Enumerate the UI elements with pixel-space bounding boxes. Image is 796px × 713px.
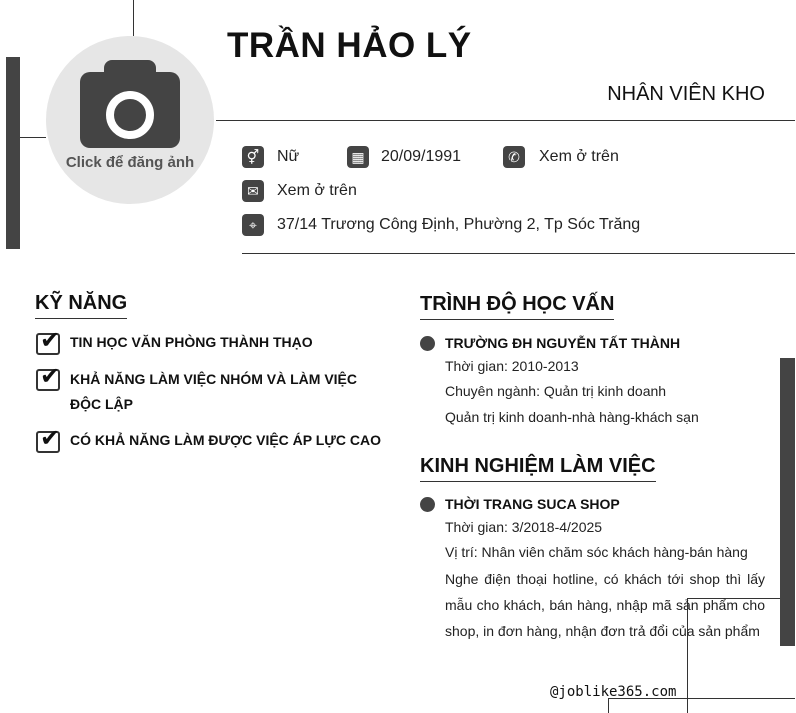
- skill-item: KHẢ NĂNG LÀM VIỆC NHÓM VÀ LÀM VIỆC ĐỘC LẬP: [70, 371, 357, 412]
- avatar-left-line: [20, 137, 46, 138]
- birthdate-value: 20/09/1991: [381, 148, 462, 165]
- job-title: NHÂN VIÊN KHO: [607, 83, 765, 105]
- location-icon: ⌖: [242, 214, 264, 236]
- gender-value: Nữ: [277, 148, 300, 165]
- education-major: Chuyên ngành: Quản trị kinh doanh: [445, 383, 667, 399]
- education-detail: Quản trị kinh doanh-nhà hàng-khách sạn: [445, 409, 699, 425]
- mail-icon: ✉: [242, 180, 264, 202]
- left-accent-bar: [6, 57, 20, 249]
- camera-lens-icon: [106, 91, 154, 139]
- check-icon: ✔: [36, 369, 60, 391]
- check-icon: ✔: [36, 333, 60, 355]
- skills-title: KỸ NĂNG: [35, 292, 127, 319]
- header-rule: [216, 120, 795, 121]
- experience-time: Thời gian: 3/2018-4/2025: [445, 519, 603, 535]
- skill-item: TIN HỌC VĂN PHÒNG THÀNH THẠO: [70, 334, 313, 350]
- check-icon: ✔: [36, 431, 60, 453]
- bullet-icon: [420, 336, 435, 351]
- phone-icon: ✆: [503, 146, 525, 168]
- experience-title: KINH NGHIỆM LÀM VIỆC: [420, 455, 656, 482]
- gender-icon: ⚥: [242, 146, 264, 168]
- education-time: Thời gian: 2010-2013: [445, 358, 579, 374]
- avatar-upload-label: Click để đăng ảnh: [65, 154, 195, 171]
- top-vertical-line: [133, 0, 134, 36]
- right-accent-bar: [780, 358, 795, 646]
- calendar-icon: ▦: [347, 146, 369, 168]
- phone-value: Xem ở trên: [539, 148, 619, 165]
- address-value: 37/14 Trương Công Định, Phường 2, Tp Sóc Trăng: [277, 216, 641, 233]
- contact-rule: [242, 253, 795, 254]
- corner-line-left: [608, 698, 609, 713]
- skill-item: CÓ KHẢ NĂNG LÀM ĐƯỢC VIỆC ÁP LỰC CAO: [70, 432, 382, 448]
- experience-position: Vị trí: Nhân viên chăm sóc khách hàng-bán hàng: [445, 544, 748, 560]
- school-name: TRƯỜNG ĐH NGUYỄN TẤT THÀNH: [445, 335, 681, 351]
- candidate-name: TRẦN HẢO LÝ: [227, 26, 472, 65]
- education-title: TRÌNH ĐỘ HỌC VẤN: [420, 293, 614, 320]
- bullet-icon: [420, 497, 435, 512]
- company-name: THỜI TRANG SUCA SHOP: [445, 496, 620, 512]
- watermark: @joblike365.com: [550, 684, 677, 700]
- experience-description: Nghe điện thoại hotline, có khách tới shop thì lấy mẫu cho khách, bán hàng, nhập mã sản phẩm cho shop, in đơn hàng, nhận đơn trả đổi của sản phẩm: [445, 571, 765, 639]
- avatar-upload[interactable]: [46, 36, 214, 204]
- email-value: Xem ở trên: [277, 182, 357, 199]
